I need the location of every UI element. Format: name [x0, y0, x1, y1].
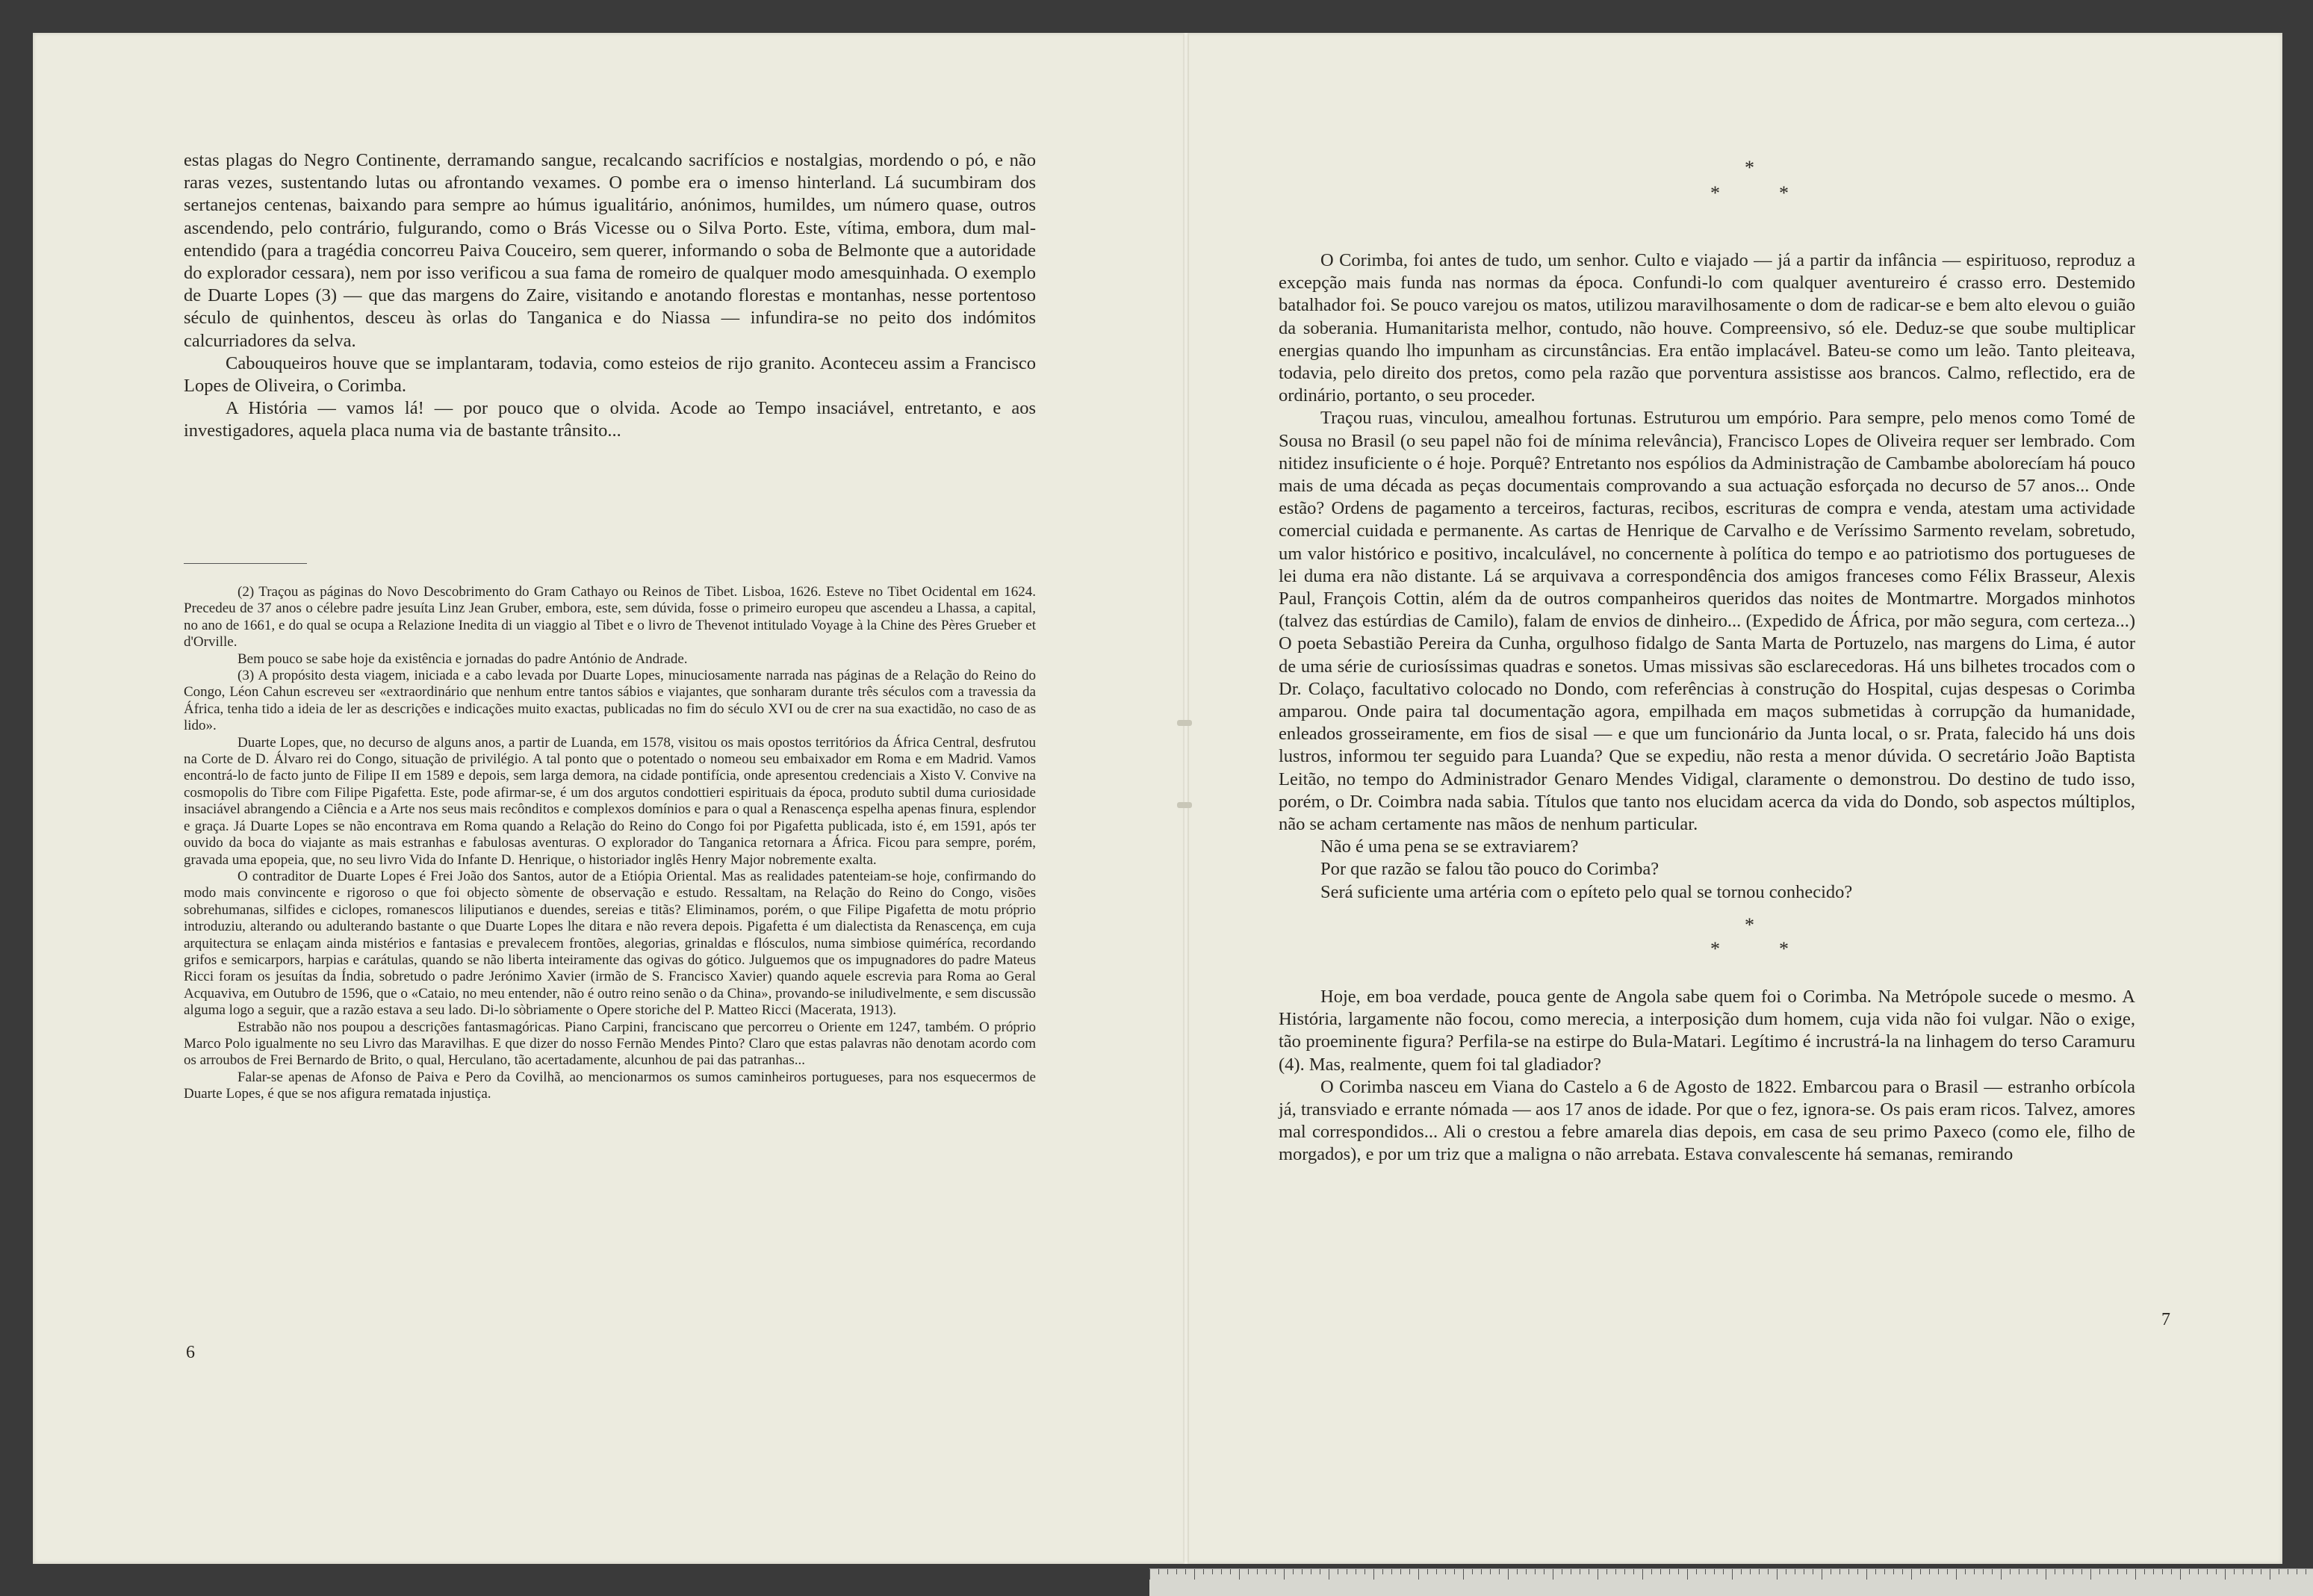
right-paragraph: Será suficiente uma artéria com o epíteto pelo qual se tornou conhecido? [1320, 881, 1853, 902]
ruler-tick [1615, 1569, 1616, 1574]
left-paragraph: Cabouqueiros houve que se implantaram, todavia, como esteios de rijo granito. Aconteceu assim a Francisco Lopes de Oliveira, o Corimba. [184, 353, 1036, 397]
ruler-tick [2171, 1569, 2172, 1574]
ruler-tick [1203, 1569, 1204, 1574]
ruler-tick [1696, 1569, 1697, 1574]
ruler-tick [1723, 1569, 1724, 1574]
ruler-tick [1965, 1569, 1966, 1574]
ruler-tick [1875, 1569, 1876, 1574]
scale-ruler [1149, 1568, 2313, 1596]
footnote: Duarte Lopes, que, no decurso de alguns anos, a partir de Luanda, em 1578, visitou os mais opostos territórios da África Central, desfrutou na Corte de D. Álvaro rei do Congo, situação de privilégio. A tal ponto que o potentado o nomeou seu embaixador em Roma e em Madrid. Vamos encontrá-lo de facto junto de Filipe II em 1589 e depois, sem larga demora, na cidade pontifícia, onde apresentou credenciais a Xisto V. Convive na cosmopolis do Tibre com Filipe Pigafetta. Este, pode afirmar-se, é um dos argutos condottieri espirituais da época, produto subtil duma curiosidade insaciável abrangendo a Ciência e a Arte nos seus mais recônditos e complexos domínios e para o qual a Renascença espelha apenas finura, esplendor e graça. Já Duarte Lopes se não encontrava em Roma quando a Relação do Reino do Congo foi por Pigafetta publicada, isto é, em 1591, após ter ouvido da boca do viajante as mais estranhas e fabulosas aventuras. O explorador do Tanganica retornara a África. Ficou para sempre, porém, gravada uma epopeia, que, no seu livro Vida do Infante D. Henrique, o historiador inglês Henry Major nobremente exalta. [184, 734, 1036, 868]
ruler-tick [1768, 1569, 1769, 1574]
ruler-tick [2126, 1569, 2127, 1574]
ruler-tick [2108, 1569, 2109, 1574]
book-spread [33, 33, 2282, 1564]
ruler-tick [2252, 1569, 2253, 1574]
ruler-tick [1741, 1569, 1742, 1574]
ruler-tick [1947, 1569, 1948, 1574]
ruler-tick [1481, 1569, 1482, 1574]
book-gutter [1183, 33, 1189, 1564]
left-footnotes [184, 584, 1036, 1103]
right-paragraph: Por que razão se falou tão pouco do Corimba? [1320, 859, 1660, 880]
star-mark: * [1710, 937, 1720, 960]
section-stars-top [1189, 157, 2282, 209]
ruler-tick [2144, 1569, 2145, 1574]
footnote: Bem pouco se sabe hoje da existência e jornadas do padre António de Andrade. [237, 650, 688, 667]
ruler-tick [2243, 1569, 2244, 1574]
ruler-tick [1732, 1569, 1733, 1580]
right-paragraph: Não é uma pena se se extraviarem? [1320, 836, 1579, 857]
ruler-tick [1185, 1569, 1186, 1574]
ruler-tick [1284, 1569, 1285, 1580]
ruler-tick [1409, 1569, 1410, 1574]
ruler-tick [1938, 1569, 1939, 1574]
ruler-tick [1230, 1569, 1231, 1574]
ruler-tick [1293, 1569, 1294, 1574]
ruler-tick [2001, 1569, 2002, 1580]
ruler-tick [1167, 1569, 1168, 1574]
ruler-tick [1750, 1569, 1751, 1574]
ruler-tick [1517, 1569, 1518, 1574]
section-stars-middle [1279, 904, 2135, 986]
ruler-tick [1669, 1569, 1670, 1574]
ruler-tick [1427, 1569, 1428, 1574]
ruler-tick [1266, 1569, 1267, 1574]
ruler-tick [1848, 1569, 1849, 1574]
star-mark: * [1745, 157, 1754, 178]
ruler-tick [1221, 1569, 1222, 1574]
ruler-tick [1759, 1569, 1760, 1574]
footnote: (2) Traçou as páginas do Novo Descobrimento do Gram Cathayo ou Reinos de Tibet. Lisboa, 1626. Esteve no Tibet Ocidental em 1624. Precedeu de 37 anos o célebre padre jesuíta Linz Jean Gruber, embora, este, sem dúvida, fosse o primeiro europeu que ascendeu a Lhassa, a capital, no ano de 1661, e do qual se ocupa a Relazione Inedita di un viaggio al Tibet e o livro de Thevenot intitulado Voyage à la Chine des Pères Grueber et d'Orville. [184, 584, 1036, 650]
ruler-tick [1857, 1569, 1858, 1574]
ruler-tick [1472, 1569, 1473, 1574]
right-main-text [1279, 249, 2135, 1167]
ruler-tick [2099, 1569, 2100, 1574]
star-mark: * [1779, 937, 1789, 960]
page-number-left: 6 [186, 1343, 195, 1362]
ruler-tick [1499, 1569, 1500, 1574]
ruler-tick [1642, 1569, 1643, 1580]
ruler-tick [1974, 1569, 1975, 1574]
star-mark: * [1710, 182, 1720, 204]
ruler-tick [1624, 1569, 1625, 1574]
ruler-tick [1633, 1569, 1634, 1574]
ruler-tick [1777, 1569, 1778, 1580]
ruler-tick [1705, 1569, 1706, 1574]
ruler-tick [1884, 1569, 1885, 1574]
ruler-tick [1364, 1569, 1365, 1574]
ruler-tick [1454, 1569, 1455, 1574]
ruler-tick [1866, 1569, 1867, 1580]
ruler-tick [1490, 1569, 1491, 1574]
ruler-tick [2198, 1569, 2199, 1574]
ruler-tick [1535, 1569, 1536, 1574]
ruler-tick [1983, 1569, 1984, 1574]
ruler-tick [1149, 1569, 1150, 1580]
footnote: O contraditor de Duarte Lopes é Frei João dos Santos, autor de a Etiópia Oriental. Mas as realidades patenteiam-se hoje, confirmando do modo mais convincente e rigoroso o que foi objecto sòmente de observação e estudo. Ressaltam, na Relação do Reino do Congo, visões sobrehumanas, silfides e ciclopes, romanescos liliputianos e duendes, sereias e titãs? Eliminamos, porém, o que Filipe Pigafetta de motu próprio introduziu, alterando ou adulterando bastante o que Duarte Lopes lhe ditara e não revera depois. Pigafetta é um dialectista da Renascença, em cuja arquitectura se enlaçam ainda mistérios e fantasias e prevalecem frontões, alegorias, grinaldas e flósculos, numa simbiose quiméríca, recordando grifos e semicarpors, harpias e carátulas, quando se não liberta inteiramente das ogivas do gótico. Julguemos que os impugnadores do padre Mateus Ricci foram os jesuítas da Índia, sobretudo o padre Jerónimo Xavier (irmão de S. Francisco Xavier) quando aquele escrevia para Roma ao Geral Acquaviva, em Outubro de 1596, que o «Cataio, no meu entender, não é outro reino senão o da China», provando-se iniludivelmente, e sem discussão alguma logo a seguir, que a razão estava a seu lado. Di-lo sòbriamente o Opere storiche del P. Matteo Ricci (Macerata, 1913). [184, 868, 1036, 1019]
right-paragraph: Hoje, em boa verdade, pouca gente de Angola sabe quem foi o Corimba. Na Metrópole sucede o mesmo. A História, largamente não focou, como merecia, a interposição dum homem, cuja vida não foi vulgar. Não o exige, tão proeminente figura? Perfila-se na estirpe do Bula-Matari. Legítimo é incrustrá-la na linhagem do terso Caramuru (4). Mas, realmente, quem foi tal gladiador? [1279, 986, 2135, 1075]
right-page [1189, 33, 2282, 1564]
ruler-tick [1445, 1569, 1446, 1574]
ruler-tick [1158, 1569, 1159, 1574]
left-paragraph: A História — vamos lá! — por pouco que o olvida. Acode ao Tempo insaciável, entretanto, e aos investigadores, aquela placa numa via de bastante trânsito... [184, 398, 1036, 441]
left-page [33, 33, 1183, 1564]
ruler-tick [1248, 1569, 1249, 1574]
ruler-tick [1893, 1569, 1894, 1574]
ruler-tick [2090, 1569, 2091, 1580]
ruler-tick [2081, 1569, 2082, 1574]
ruler-tick [2216, 1569, 2217, 1574]
footnote: Estrabão não nos poupou a descrições fantasmagóricas. Piano Carpini, franciscano que percorreu o Oriente em 1247, também. O próprio Marco Polo igualmente no seu Livro das Maravilhas. E que dizer do nosso Fernão Mendes Pinto? Claro que estas palavras não denotam acordo com os arroubos de Frei Bernardo de Brito, o qual, Herculano, tão acertadamente, alcunhou de pai das patranhas... [184, 1019, 1036, 1069]
ruler-tick [1929, 1569, 1930, 1574]
ruler-tick [2010, 1569, 2011, 1574]
ruler-tick [1257, 1569, 1258, 1574]
left-paragraph: estas plagas do Negro Continente, derramando sangue, recalcando sacrifícios e nostalgias, mordendo o pó, e não raras vezes, sustentando lutas ou afrontando vexames. O pombe era o imenso hinterland. Lá sucumbiram dos sertanejos centenas, baixando para sempre ao húmus igualitário, anónimos, humildes, um número quase, outros ascendendo, pelo contrário, fulgurando, como o Brás Vicesse ou o Silva Porto. Este, vítima, embora, dum mal-entendido (para a tragédia concorreu Paiva Couceiro, sem querer, informando o soba de Belmonte que a autoridade do explorador cessara), nem por isso verificou a sua fama de romeiro de qualquer modo amesquinhada. O exemplo de Duarte Lopes (3) — que das margens do Zaire, visitando e anotando florestas e montanhas, nesse portentoso século de quinhentos, desceu às orlas do Tanganica e do Niassa — infundira-se no peito dos indómitos calcurriadores da selva. [184, 150, 1036, 351]
ruler-tick [2117, 1569, 2118, 1574]
ruler-tick [1418, 1569, 1419, 1580]
right-paragraph: O Corimba, foi antes de tudo, um senhor. Culto e viajado — já a partir da infância — espirituoso, reproduz a excepção mais funda nas normas da época. Confundi-lo com qualquer aventureiro é crasso erro. Destemido batalhador foi. Se pouco varejou os matos, utilizou maravilhosamente o dom de radicar-se e bem alto elevou o guião da soberania. Humanitarista melhor, contudo, não houve. Compreensivo, só ele. Deduz-se que soube multiplicar energias quando lho impunham as circunstâncias. Era então implacável. Bateu-se como um leão. Tanto pleiteava, todavia, pelo direito dos pretos, como pela razão que porventura assistisse aos brancos. Calmo, reflectido, era de ordinário, portanto, o seu proceder. [1279, 250, 2135, 406]
ruler-tick [1382, 1569, 1383, 1574]
ruler-tick [2234, 1569, 2235, 1574]
ruler-tick [1651, 1569, 1652, 1574]
ruler-tick [1275, 1569, 1276, 1574]
ruler-tick [1400, 1569, 1401, 1574]
ruler-tick [1660, 1569, 1661, 1574]
ruler-tick [1839, 1569, 1840, 1574]
ruler-tick [1373, 1569, 1374, 1580]
ruler-tick [2135, 1569, 2136, 1580]
footnote: Falar-se apenas de Afonso de Paiva e Pero da Covilhã, ao mencionarmos os sumos caminheiros portugueses, para nos esquecermos de Duarte Lopes, é que se nos afigura rematada injustiça. [184, 1069, 1036, 1102]
ruler-tick [1436, 1569, 1437, 1574]
ruler-tick [1194, 1569, 1195, 1580]
star-mark: * [1779, 182, 1789, 204]
footnote: (3) A propósito desta viagem, iniciada e a cabo levada por Duarte Lopes, minuciosamente narrada nas páginas de a Relação do Reino do Congo, Léon Cahun escreveu ser «extraordinário que nenhum entre tantos sábios e viajantes, que sonharam durante três séculos com a travessia da África, tenha tido a ideia de ler as descrições e indicações muito exactas, publicadas no fim do século XVI ou de crer na sua exactidão, no caso de as lido». [184, 668, 1036, 734]
ruler-tick [1678, 1569, 1679, 1574]
ruler-tick [1606, 1569, 1607, 1574]
ruler-tick [1911, 1569, 1912, 1580]
ruler-tick [1714, 1569, 1715, 1574]
ruler-tick [2180, 1569, 2181, 1580]
ruler-tick [1526, 1569, 1527, 1574]
star-mark: * [1745, 913, 1754, 936]
ruler-tick [2225, 1569, 2226, 1580]
ruler-tick [1212, 1569, 1213, 1574]
page-number-right: 7 [2161, 1310, 2170, 1329]
ruler-tick [1463, 1569, 1464, 1580]
ruler-tick [1176, 1569, 1177, 1574]
ruler-tick [1302, 1569, 1303, 1574]
ruler-tick [1391, 1569, 1392, 1574]
ruler-tick [1508, 1569, 1509, 1580]
ruler-tick [1992, 1569, 1993, 1574]
ruler-tick [2207, 1569, 2208, 1574]
ruler-tick [2189, 1569, 2190, 1574]
right-paragraph: Traçou ruas, vinculou, amealhou fortunas. Estruturou um empório. Para sempre, pelo menos como Tomé de Sousa no Brasil (o seu papel não foi de mínima relevância), Francisco Lopes de Oliveira requer ser lembrado. Com nitidez insuficiente o é hoje. Porquê? Entretanto nos espólios da Administração de Cambambe abolorecíam há pouco mais de uma década as peças documentais comprovando a sua actuação esforçada no decurso de 57 anos... Onde estão? Ordens de pagamento a terceiros, facturas, recibos, escrituras de compra e venda, atestam uma actividade comercial cuidada e permanente. As cartas de Henrique de Carvalho e de Veríssimo Sarmento revelam, sobretudo, um valor histórico e positivo, incalculável, no concernente à política do tempo e ao patriotismo dos portugueses de lei duma era não distante. Lá se arquivava a correspondência dos amigos franceses como Félix Brasseur, Alexis Paul, François Cottin, além da de outros companheiros queridos das noites de Montmartre. Morgados minhotos (talvez das estúrdias de Camilo), falam de envios de dinheiro... (Expedido de África, por mão segura, com certeza...) O poeta Sebastião Pereira da Cunha, orgulhoso fidalgo de Santa Marta de Portuzelo, nas margens do Lima, é autor de uma série de curiosíssimas quadras e sonetos. Umas missivas são esclarecedoras. Há uns bilhetes trocados com o Dr. Colaço, facultativo colocado no Dondo, com referências à construção do Hospital, cujas despesas o Corimba amparou. Onde paira tal documentação agora, empilhada em maços submetidas à corrupção da humanidade, enleados grosseiramente, em fios de sisal — e que um funcionário da Junta local, o sr. Prata, falecido há uns dois lustros, informou ter seguido para Luanda? Que se expediu, não resta a menor dúvida. O secretário João Baptista Leitão, no tempo do Administrador Genaro Mendes Vidigal, claramente o demonstrou. Do destino de tudo isso, porém, o Dr. Coimbra nada sabia. Títulos que tanto nos elucidam acerca da vida do Dondo, sob aspectos múltiplos, não se acham certamente nas mãos de nenhum particular. [1279, 408, 2135, 835]
ruler-tick [1239, 1569, 1240, 1580]
ruler-tick [2162, 1569, 2163, 1574]
left-main-text [184, 149, 1036, 443]
ruler-tick [1956, 1569, 1957, 1580]
ruler-tick [1920, 1569, 1921, 1574]
ruler-tick [2153, 1569, 2154, 1574]
footnote-separator [184, 563, 307, 564]
right-paragraph: O Corimba nasceu em Viana do Castelo a 6 de Agosto de 1822. Embarcou para o Brasil — estranho orbícola já, transviado e errante nómada — aos 17 anos de idade. Por que o fez, ignora-se. Os pais eram ricos. Talvez, amores mal correspondidos... Ali o crestou a febre amarela dias depois, em casa de seu primo Paxeco (como ele, filho de morgados), e por um triz que a maligna o não arrebata. Estava convalescente há semanas, remirando [1279, 1076, 2135, 1165]
ruler-tick [1902, 1569, 1903, 1574]
ruler-tick [1687, 1569, 1688, 1580]
